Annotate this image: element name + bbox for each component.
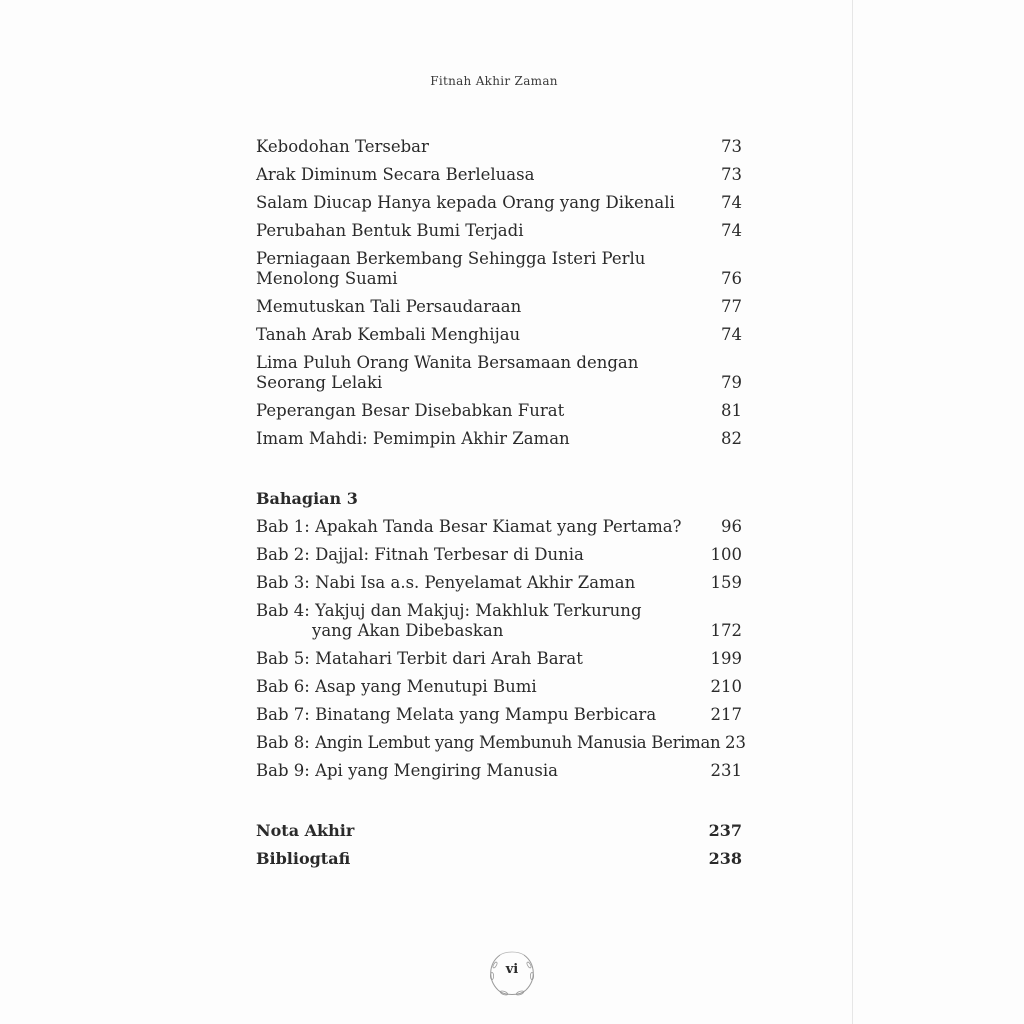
toc-entry-title: Imam Mahdi: Pemimpin Akhir Zaman	[256, 429, 570, 448]
toc-entry-title	[256, 517, 681, 537]
page-number-ornament	[484, 946, 540, 1002]
chapter-title: Api yang Mengiring Manusia	[315, 761, 558, 780]
chapter-title: Asap yang Menutupi Bumi	[315, 677, 537, 696]
table-of-contents	[256, 133, 746, 873]
toc-chapter-entry	[256, 729, 746, 757]
chapter-label: Bab 8:	[256, 733, 310, 752]
toc-entry	[256, 397, 742, 425]
toc-entry-page: 74	[721, 193, 742, 212]
toc-chapter-entry	[256, 597, 742, 645]
toc-entry-page: 77	[721, 297, 742, 316]
toc-entry-title: Memutuskan Tali Persaudaraan	[256, 297, 522, 316]
toc-chapter-entry	[256, 569, 742, 597]
toc-entry-title	[256, 573, 635, 593]
chapter-label: Bab 1:	[256, 517, 310, 536]
toc-entry	[256, 161, 742, 189]
toc-entry-page: 172	[710, 621, 742, 640]
toc-entry-title: Bibliogtafi	[256, 849, 351, 868]
toc-entry-page: 217	[710, 705, 742, 724]
page-number: vi	[505, 962, 519, 977]
toc-chapter-entry	[256, 757, 742, 785]
toc-entry-title: Perubahan Bentuk Bumi Terjadi	[256, 221, 524, 240]
toc-entry-title	[256, 601, 642, 641]
toc-entry-page: 82	[721, 429, 742, 448]
toc-entry-page: 74	[721, 325, 742, 344]
toc-entry-page: 23	[725, 733, 746, 752]
toc-entry-page: 73	[721, 165, 742, 184]
toc-entry-title	[256, 705, 656, 725]
toc-entry-title: Peperangan Besar Disebabkan Furat	[256, 401, 565, 420]
toc-entry	[256, 293, 742, 321]
toc-entry-title: Nota Akhir	[256, 821, 355, 840]
toc-chapter-entry	[256, 701, 742, 729]
toc-entry-title	[256, 545, 584, 565]
section-spacer	[256, 785, 742, 817]
chapter-label: Bab 9:	[256, 761, 310, 780]
toc-chapter-entry	[256, 541, 742, 569]
toc-entry-title: Salam Diucap Hanya kepada Orang yang Dikenali	[256, 193, 675, 212]
toc-entry-page: 199	[710, 649, 742, 668]
toc-entry-page: 238	[708, 849, 742, 868]
toc-entry-title: Kebodohan Tersebar	[256, 137, 429, 156]
toc-chapter-entry	[256, 513, 742, 541]
toc-entry-page: 159	[710, 573, 742, 592]
toc-entry	[256, 245, 742, 293]
chapter-title: Nabi Isa a.s. Penyelamat Akhir Zaman	[315, 573, 636, 592]
toc-entry-title	[256, 353, 638, 393]
toc-entry	[256, 425, 742, 453]
toc-entry-title-line2: Seorang Lelaki	[256, 373, 383, 392]
chapter-label: Bab 7:	[256, 705, 310, 724]
chapter-label: Bab 5:	[256, 649, 310, 668]
toc-entry-title-line1: Perniagaan Berkembang Sehingga Isteri Perlu	[256, 249, 646, 268]
toc-entry-title: Tanah Arab Kembali Menghijau	[256, 325, 521, 344]
chapter-title-line1: Yakjuj dan Makjuj: Makhluk Terkurung	[315, 601, 642, 620]
toc-entry-page: 81	[721, 401, 742, 420]
toc-entry	[256, 217, 742, 245]
toc-entry-page: 74	[721, 221, 742, 240]
toc-entry	[256, 321, 742, 349]
toc-entry	[256, 133, 742, 161]
chapter-title: Binatang Melata yang Mampu Berbicara	[315, 705, 657, 724]
toc-entry-page: 73	[721, 137, 742, 156]
toc-chapter-entry	[256, 645, 742, 673]
toc-entry-title: Arak Diminum Secara Berleluasa	[256, 165, 535, 184]
toc-entry-page: 96	[721, 517, 742, 536]
toc-entry-page: 79	[721, 373, 742, 392]
chapter-label: Bab 3:	[256, 573, 310, 592]
toc-entry-title	[256, 677, 537, 697]
toc-entry-title	[256, 733, 721, 753]
section-heading: Bahagian 3	[256, 489, 358, 508]
toc-chapter-entry	[256, 673, 742, 701]
toc-entry	[256, 189, 742, 217]
chapter-title: Angin Lembut yang Membunuh Manusia Beriman	[315, 733, 721, 752]
toc-entry-title	[256, 249, 645, 289]
toc-endmatter-entry	[256, 817, 742, 845]
toc-entry-page: 237	[708, 821, 742, 840]
section-spacer	[256, 453, 742, 485]
toc-entry	[256, 349, 742, 397]
toc-entry-page: 210	[710, 677, 742, 696]
toc-entry-title	[256, 761, 558, 781]
chapter-label: Bab 2:	[256, 545, 310, 564]
toc-endmatter-entry	[256, 845, 742, 873]
toc-entry-title-line2: Menolong Suami	[256, 269, 398, 288]
toc-entry-title-line1: Lima Puluh Orang Wanita Bersamaan dengan	[256, 353, 639, 372]
chapter-label: Bab 6:	[256, 677, 310, 696]
chapter-title-line2: yang Akan Dibebaskan	[312, 621, 504, 640]
chapter-title: Apakah Tanda Besar Kiamat yang Pertama?	[315, 517, 682, 536]
page-edge	[852, 0, 853, 1024]
chapter-title: Dajjal: Fitnah Terbesar di Dunia	[315, 545, 584, 564]
running-head: Fitnah Akhir Zaman	[430, 74, 558, 88]
toc-entry-page: 76	[721, 269, 742, 288]
toc-entry-page: 100	[710, 545, 742, 564]
chapter-label: Bab 4:	[256, 601, 310, 620]
toc-entry-title	[256, 649, 583, 669]
chapter-title: Matahari Terbit dari Arah Barat	[315, 649, 583, 668]
toc-entry-page: 231	[710, 761, 742, 780]
